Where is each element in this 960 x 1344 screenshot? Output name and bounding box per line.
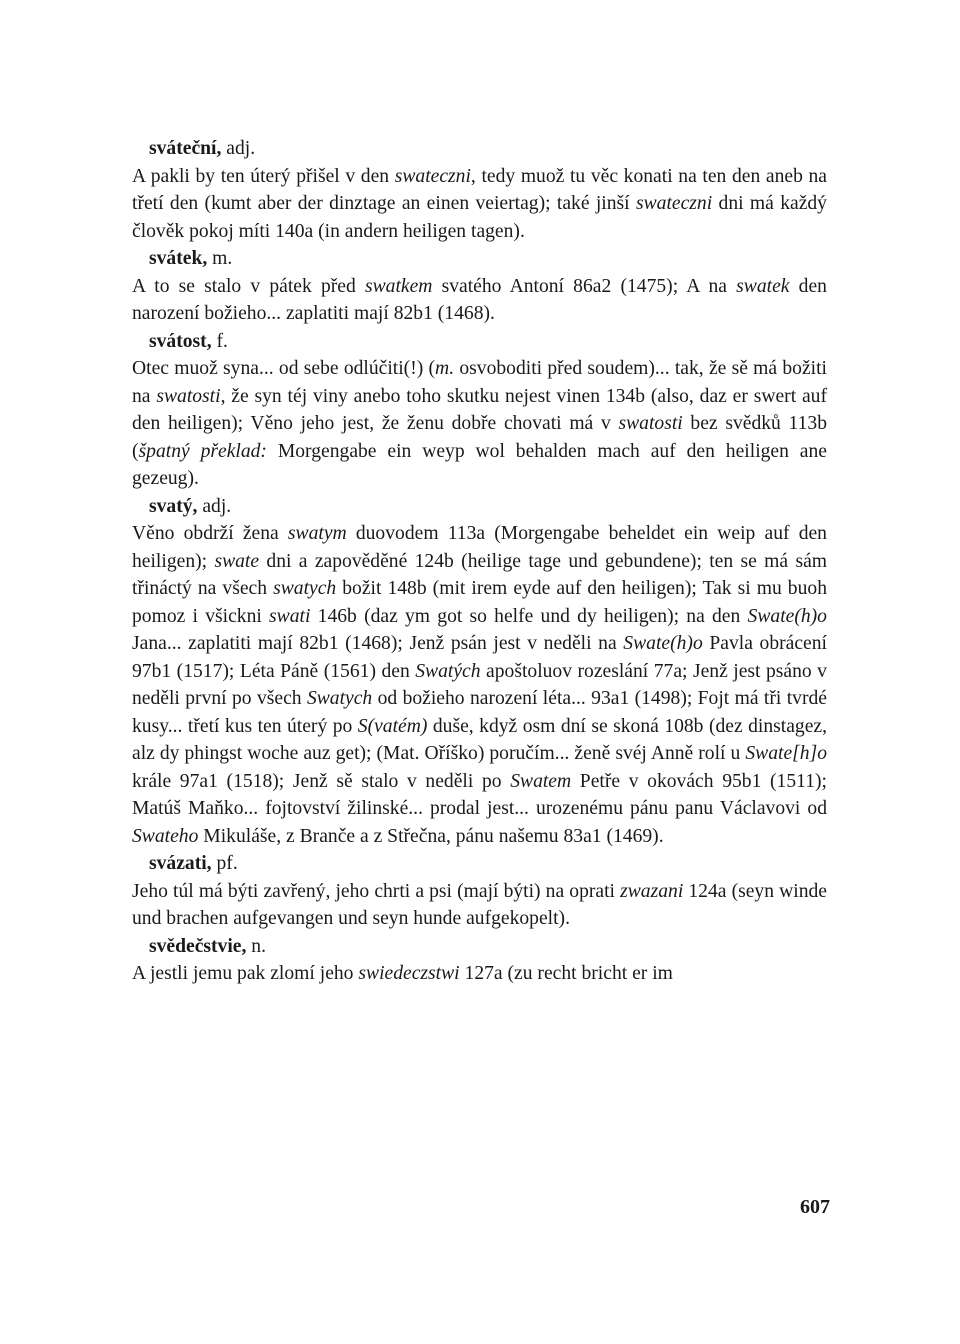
italic-citation: swati xyxy=(269,605,311,627)
headword: svátek, xyxy=(149,248,208,269)
entry-body xyxy=(132,520,827,850)
entry-heading xyxy=(132,135,827,163)
italic-citation: swatkem xyxy=(364,275,433,297)
italic-citation: swateczni xyxy=(394,165,471,187)
text-run: od božieho narození léta... 93a1 (1498); Fojt má tři tvrdé kusy... třetí kus ten úterý po xyxy=(132,688,827,737)
text-run: Morgengabe ein weyp wol behalden mach auf den heiligen ane gezeug). xyxy=(132,440,827,489)
italic-citation: swatych xyxy=(273,578,337,599)
italic-citation: špatný překlad: xyxy=(138,440,267,462)
italic-citation: Swate(h)o xyxy=(747,605,827,627)
text-run: apoštoluov rozeslání 77a; Jenž jest psáno v neděli první po všech xyxy=(132,660,827,709)
text-run: Jana... zaplatiti mají 82b1 (1468); Jenž psán jest v neděli na xyxy=(132,633,624,654)
italic-citation: Swate[h]o xyxy=(745,743,827,764)
part-of-speech: pf. xyxy=(211,853,238,874)
text-run: božit 148b (mit irem eyde auf den heiligen); Tak si mu buoh pomoz i všickni xyxy=(132,578,827,627)
text-run: Pavla obrácení 97b1 (1517); Léta Páně (1561) den xyxy=(132,633,827,682)
entry-body xyxy=(132,355,827,493)
italic-citation: Swate(h)o xyxy=(623,633,703,654)
entry-heading xyxy=(132,328,827,356)
text-run: duše, když osm dní se skoná 108b (dez dinstagez, alz dy phingst woche auz get); (Mat. Oříško) poručím... ženě svéj Anně rolí u xyxy=(132,715,828,764)
italic-citation: zwazani xyxy=(620,880,684,902)
entry xyxy=(132,135,827,245)
entry xyxy=(132,850,827,933)
text-run: Jeho túl má býti zavřený, jeho chrti a psi (mají býti) na oprati xyxy=(132,880,621,902)
entry-heading xyxy=(132,493,827,521)
entry-body xyxy=(132,960,827,988)
page-number: 607 xyxy=(800,1196,830,1218)
text-run: dni a zapověděné 124b (heilige tage und gebundene); ten se má sám třináctý na všech xyxy=(132,550,828,599)
entry xyxy=(132,933,827,988)
part-of-speech: f. xyxy=(211,330,228,352)
entry-heading xyxy=(132,933,827,961)
entry-body xyxy=(132,163,827,246)
entry xyxy=(132,328,827,493)
entry-body xyxy=(132,878,827,933)
italic-citation: Swatých xyxy=(415,660,481,682)
text-run: osvoboditi před soudem)... tak, že sě má božiti na xyxy=(132,358,827,407)
entry xyxy=(132,493,827,851)
italic-citation: S(vatém) xyxy=(357,715,428,737)
text-run: A jestli jemu pak zlomí jeho xyxy=(132,963,359,984)
entry-heading xyxy=(132,245,827,273)
italic-citation: m. xyxy=(435,358,455,379)
text-run: krále 97a1 (1518); Jenž sě stalo v neděli po xyxy=(132,770,511,792)
text-run: duovodem 113a (Morgengabe beheldet ein weip auf den heiligen); xyxy=(132,523,827,572)
part-of-speech: m. xyxy=(207,248,233,269)
italic-citation: Swatych xyxy=(306,688,373,709)
entry xyxy=(132,245,827,328)
entry-heading xyxy=(132,850,827,878)
text-run: Mikuláše, z Branče a z Střečna, pánu našemu 83a1 (1469). xyxy=(198,825,664,847)
italic-citation: Swateho xyxy=(132,825,199,847)
entry-body xyxy=(132,273,827,328)
text-run: 127a (zu recht bricht er im xyxy=(459,963,673,984)
part-of-speech: n. xyxy=(246,935,266,957)
text-run: Otec muož syna... od sebe odlúčiti(!) ( xyxy=(132,358,436,379)
part-of-speech: adj. xyxy=(197,495,232,517)
italic-citation: swiedeczstwi xyxy=(358,963,460,984)
text-run: , že syn téj viny anebo toho skutku nejest vinen 134b (also, daz er swert auf den heiligen); Věno jeho jest, že ženu dobře chovati má v xyxy=(132,385,827,434)
text-run: den narození božieho... zaplatiti mají 82b1 (1468). xyxy=(132,275,827,324)
headword: svědečstvie, xyxy=(149,935,247,957)
text-run: Petře v okovách 95b1 (1511); Matúš Maňko... fojtovství žilinské... prodal jest... urozenému pánu panu Václavovi od xyxy=(132,770,827,819)
text-run: 124a (seyn winde und brachen aufgevangen und seyn hunde aufgekopelt). xyxy=(132,880,828,929)
italic-citation: swatosti xyxy=(156,385,221,407)
text-run: A to se stalo v pátek před xyxy=(132,275,365,297)
part-of-speech: adj. xyxy=(221,138,256,159)
italic-citation: swatosti xyxy=(618,413,683,434)
headword: sváteční, xyxy=(149,138,222,159)
text-run: Věno obdrží žena xyxy=(132,523,288,544)
text-run: 146b (daz ym got so helfe und dy heiligen); na den xyxy=(310,605,748,627)
headword: svátost, xyxy=(149,330,212,352)
italic-citation: swatym xyxy=(287,523,347,544)
italic-citation: swateczni xyxy=(635,193,713,214)
text-run: A pakli by ten úterý přišel v den xyxy=(132,165,395,187)
italic-citation: swate xyxy=(214,550,260,572)
dictionary-page xyxy=(132,135,827,988)
italic-citation: Swatem xyxy=(510,770,572,792)
headword: svázati, xyxy=(149,853,212,874)
text-run: bez svědků 113b ( xyxy=(132,413,827,462)
italic-citation: swatek xyxy=(736,275,790,297)
text-run: svatého Antoní 86a2 (1475); A na xyxy=(432,275,737,297)
text-run: , tedy muož tu věc konati na ten den aneb na třetí den (kumt aber der dinztage an einen veiertag); také jinší xyxy=(132,165,828,214)
headword: svatý, xyxy=(149,495,198,517)
text-run: dni má každý člověk pokoj míti 140a (in andern heiligen tagen). xyxy=(132,193,827,242)
